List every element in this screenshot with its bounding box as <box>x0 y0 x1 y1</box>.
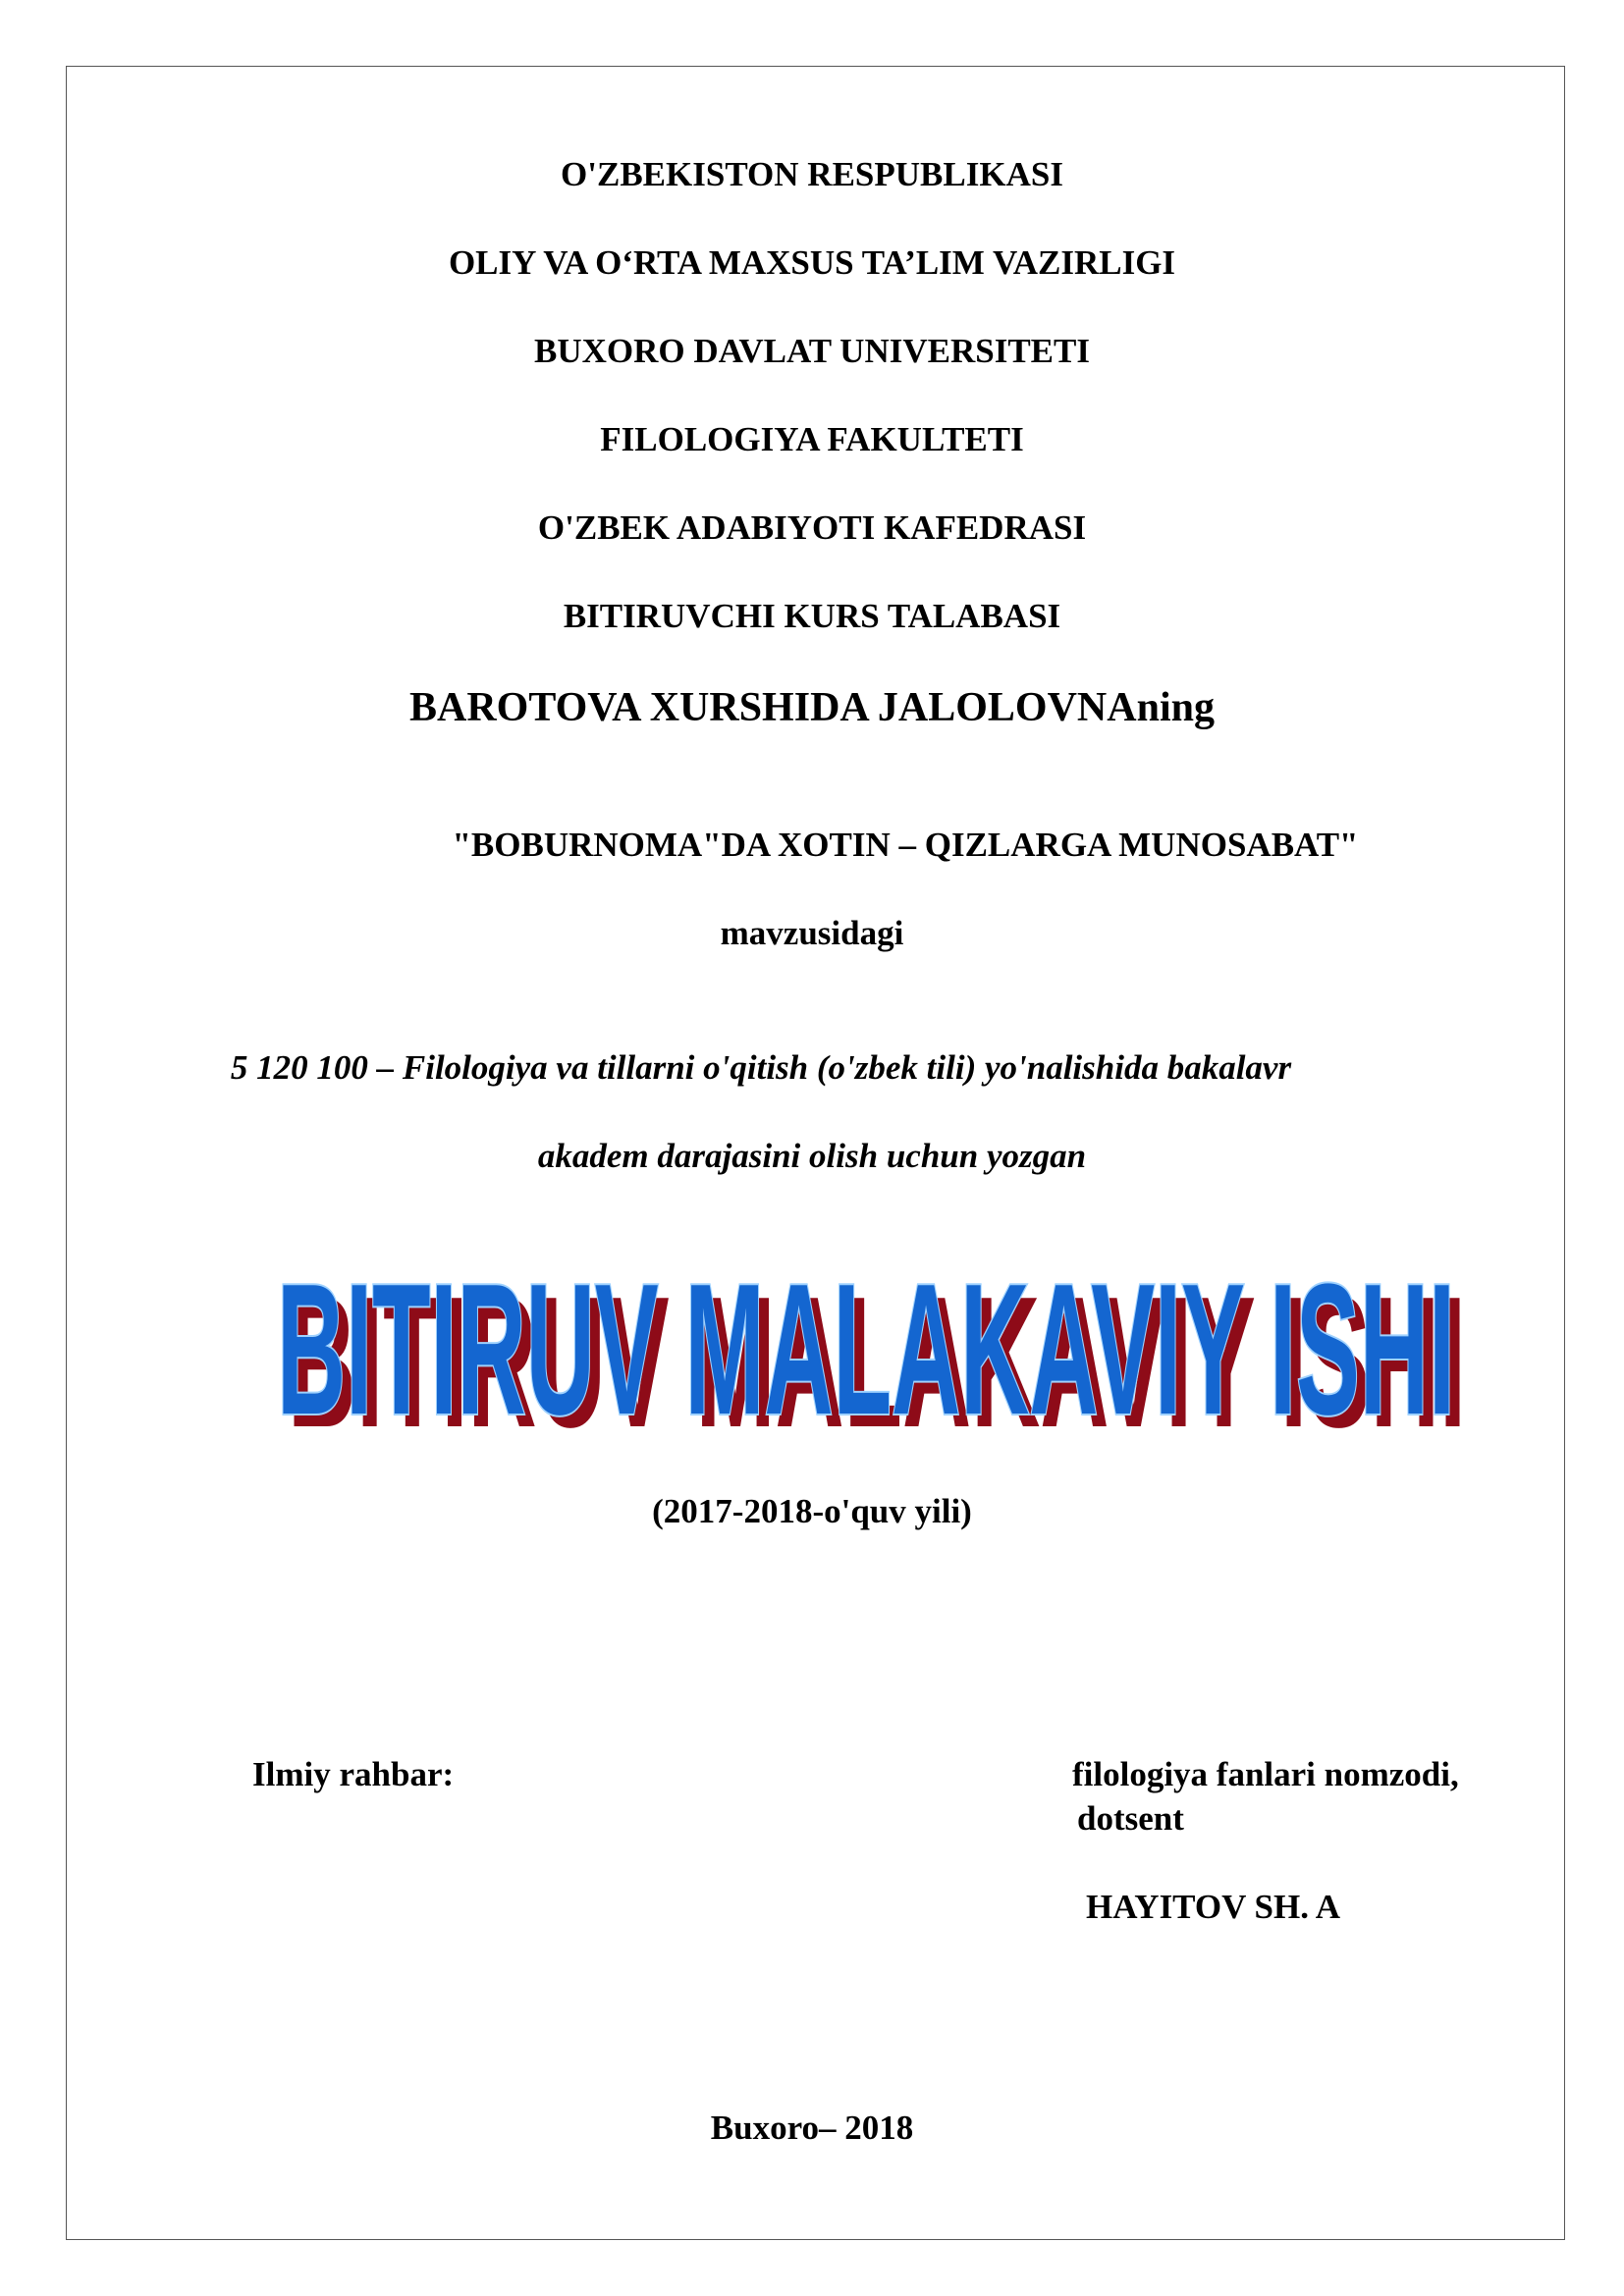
footer-city-year: Buxoro– 2018 <box>710 2109 914 2147</box>
student-label: BITIRUVCHI KURS TALABASI <box>563 597 1061 635</box>
topic-suffix: mavzusidagi <box>720 914 904 952</box>
specialty-line-1: 5 120 100 – Filologiya va tillarni o'qitish (o'zbek tili) yo'nalishida bakalavr <box>230 1048 1292 1087</box>
supervisor-degree: filologiya fanlari nomzodi, <box>1072 1755 1459 1793</box>
supervisor-title: dotsent <box>1077 1799 1184 1838</box>
student-name: BAROTOVA XURSHIDA JALOLOVNAning <box>409 685 1215 730</box>
supervisor-label: Ilmiy rahbar: <box>252 1755 455 1793</box>
academic-year: (2017-2018-o'quv yili) <box>652 1492 972 1530</box>
university-heading: BUXORO DAVLAT UNIVERSITETI <box>534 332 1090 370</box>
republic-heading: O'ZBEKISTON RESPUBLIKASI <box>561 155 1063 193</box>
department-heading: O'ZBEK ADABIYOTI KAFEDRASI <box>537 508 1087 547</box>
work-title-text: BITIRUV MALAKAVIY ISHI <box>277 1246 1455 1451</box>
work-title-shadow: BITIRUV MALAKAVIY ISHI <box>288 1258 1466 1451</box>
work-title <box>275 1205 1473 1451</box>
specialty-line-2: akadem darajasini olish uchun yozgan <box>537 1137 1087 1175</box>
supervisor-name: HAYITOV SH. A <box>1086 1888 1341 1926</box>
ministry-heading: OLIY VA O‘RTA MAXSUS TA’LIM VAZIRLIGI <box>448 243 1176 282</box>
faculty-heading: FILOLOGIYA FAKULTETI <box>600 420 1024 458</box>
topic-title: "BOBURNOMA"DA XOTIN – QIZLARGA MUNOSABAT" <box>452 826 1359 864</box>
